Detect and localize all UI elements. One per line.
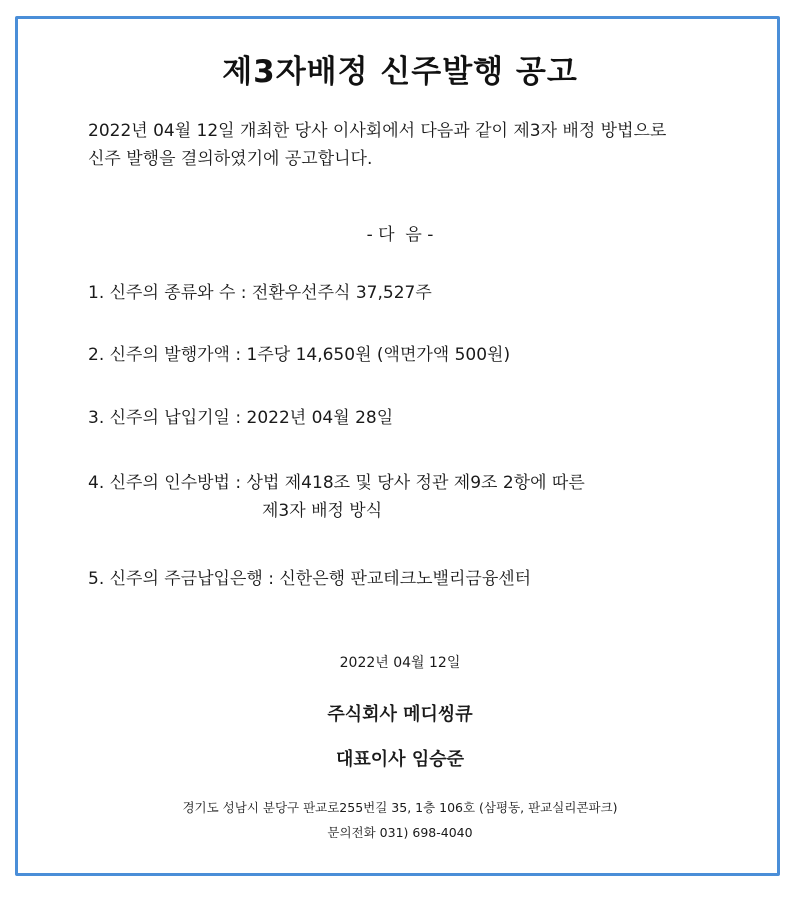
item-subscription-method (88, 469, 585, 525)
notice-date: 2022년 04월 12일 (339, 655, 461, 671)
intro-line: 신주 발행을 결의하였기에 공고합니다. (88, 149, 373, 169)
section-separator: - 다 음 - (366, 225, 434, 245)
item-payment-date: 3. 신주의 납입기일 : 2022년 04월 28일 (88, 408, 394, 428)
item-issue-price: 2. 신주의 발행가액 : 1주당 14,650원 (액면가액 500원) (88, 345, 511, 365)
intro-line: 2022년 04월 12일 개최한 당사 이사회에서 다음과 같이 제3자 배정 방법으로 (88, 121, 667, 141)
ceo-name: 대표이사 임승준 (336, 749, 464, 770)
intro-paragraph (88, 117, 748, 173)
item-share-type: 1. 신주의 종류와 수 : 전환우선주식 37,527주 (88, 283, 432, 303)
company-name: 주식회사 메디씽큐 (327, 704, 473, 725)
item-subscription-method-line: 4. 신주의 인수방법 : 상법 제418조 및 당사 정관 제9조 2항에 따른 (88, 473, 585, 493)
item-subscription-method-continuation: 제3자 배정 방식 (262, 501, 383, 521)
contact-phone: 문의전화 031) 698-4040 (327, 825, 473, 840)
item-payment-bank: 5. 신주의 주금납입은행 : 신한은행 판교테크노밸리금융센터 (88, 569, 532, 589)
company-address: 경기도 성남시 분당구 판교로255번길 35, 1층 106호 (삼평동, 판교실리콘파크) (182, 800, 618, 815)
notice-title: 제3자배정 신주발행 공고 (222, 54, 578, 90)
